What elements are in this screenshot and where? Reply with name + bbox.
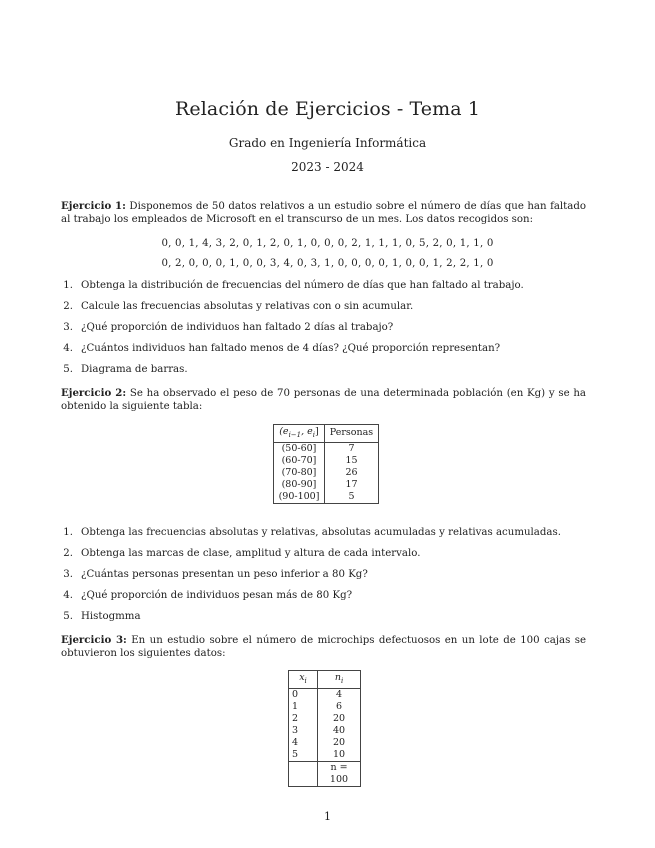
table-header-interval: ($e_{i-1}$, $e_i$] xyxy=(274,425,325,443)
exercise-1-label: Ejercicio 1: xyxy=(61,200,126,212)
table-row: (90-100] 5 xyxy=(274,491,379,504)
exercise-1-statement xyxy=(61,200,586,226)
list-item: 1. Obtenga la distribución de frecuencias del número de días que han faltado al trabajo. xyxy=(63,280,524,291)
exercise-1-data-line-1: 0, 0, 1, 4, 3, 2, 0, 1, 2, 0, 1, 0, 0, 0, 2, 1, 1, 1, 0, 5, 2, 0, 1, 1, 0 xyxy=(161,238,494,249)
exercise-3-text: En un estudio sobre el número de microchips defectuosos en un lote de 100 cajas se obtuvieron los siguientes datos: xyxy=(61,635,586,659)
exercise-1-tasks xyxy=(61,279,586,384)
document-subtitle: Grado en Ingeniería Informática xyxy=(228,136,427,150)
table-header-persons: Personas xyxy=(325,425,379,443)
list-item: 3. ¿Qué proporción de individuos han faltado 2 días al trabajo? xyxy=(63,322,394,333)
table-row: (80-90] 17 xyxy=(274,479,379,491)
page-number: 1 xyxy=(324,810,331,823)
exercise-2-tasks xyxy=(61,526,586,631)
table-total: n = 100 xyxy=(318,761,361,786)
academic-year: 2023 - 2024 xyxy=(291,160,364,174)
table-row: 2 20 xyxy=(289,713,361,725)
list-item: 5. Histogmma xyxy=(63,611,141,622)
list-item: 4. ¿Qué proporción de individuos pesan más de 80 Kg? xyxy=(63,590,353,601)
table-row: 0 4 xyxy=(289,688,361,701)
document-title: Relación de Ejercicios - Tema 1 xyxy=(174,98,481,120)
exercise-3-label: Ejercicio 3: xyxy=(61,634,127,646)
table-row: 4 20 xyxy=(289,737,361,749)
exercise-3-statement xyxy=(61,634,586,660)
exercise-2-statement xyxy=(61,387,586,413)
weight-frequency-table xyxy=(273,424,379,504)
list-item: 5. Diagrama de barras. xyxy=(63,364,188,375)
table-row: (50-60] 7 xyxy=(274,442,379,455)
list-item: 2. Obtenga las marcas de clase, amplitud y altura de cada intervalo. xyxy=(63,548,421,559)
table-row: 3 40 xyxy=(289,725,361,737)
table-row: (60-70] 15 xyxy=(274,455,379,467)
exercise-2-label: Ejercicio 2: xyxy=(61,387,127,399)
list-item: 4. ¿Cuántos individuos han faltado menos de 4 días? ¿Qué proporción representan? xyxy=(63,343,501,354)
exercise-2-text: Se ha observado el peso de 70 personas de una determinada población (en Kg) y se ha obtenido la siguiente tabla: xyxy=(61,388,586,412)
table-row: 5 10 xyxy=(289,749,361,762)
list-item: 1. Obtenga las frecuencias absolutas y relativas, absolutas acumuladas y relativas acumuladas. xyxy=(63,527,561,538)
exercise-1-data-line-2: 0, 2, 0, 0, 0, 1, 0, 0, 3, 4, 0, 3, 1, 0, 0, 0, 0, 1, 0, 0, 1, 2, 2, 1, 0 xyxy=(161,258,494,269)
table-header-ni: $n_i$ xyxy=(318,671,361,689)
exercise-1-text: Disponemos de 50 datos relativos a un estudio sobre el número de días que han faltado al trabajo los empleados de Microsoft en el transcurso de un mes. Los datos recogidos son: xyxy=(61,201,586,225)
microchip-frequency-table xyxy=(288,670,361,787)
table-header-xi: $x_i$ xyxy=(289,671,318,689)
table-total-row xyxy=(289,761,361,786)
table-row: 1 6 xyxy=(289,701,361,713)
table-row: (70-80] 26 xyxy=(274,467,379,479)
list-item: 3. ¿Cuántas personas presentan un peso inferior a 80 Kg? xyxy=(63,569,368,580)
list-item: 2. Calcule las frecuencias absolutas y relativas con o sin acumular. xyxy=(63,301,414,312)
